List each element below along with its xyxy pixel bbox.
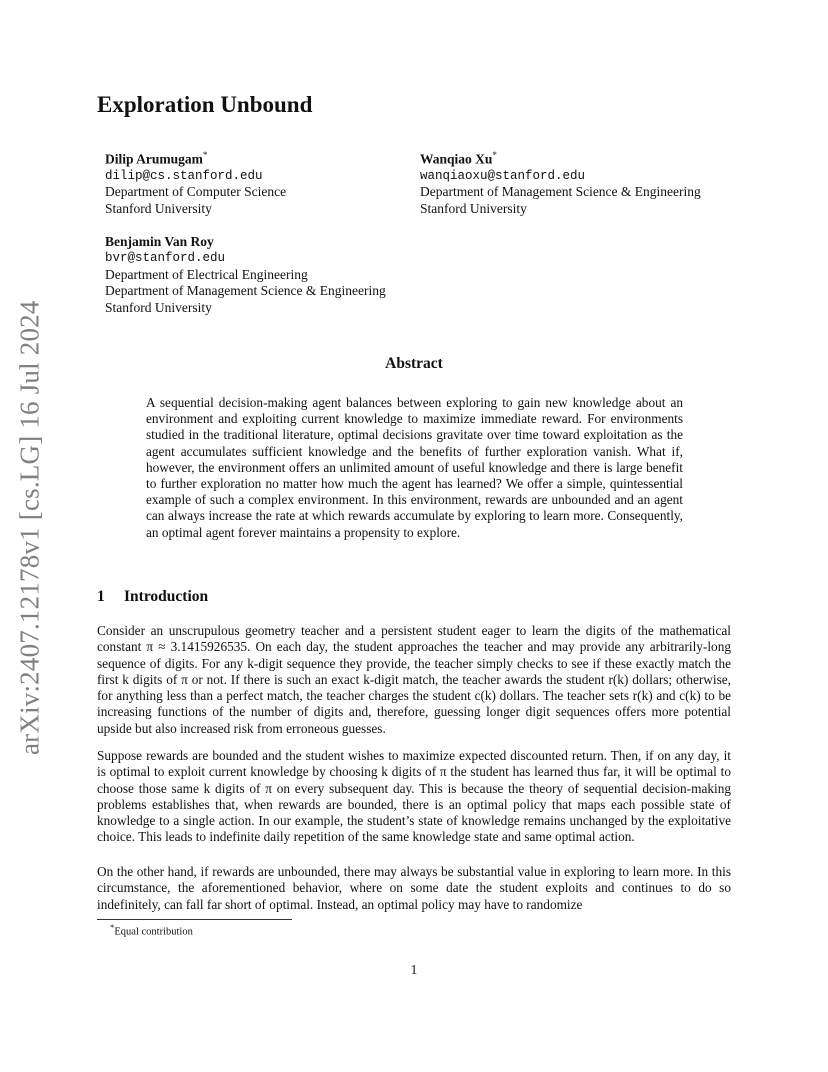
author-block bbox=[105, 234, 386, 316]
section-title: Introduction bbox=[124, 588, 209, 605]
author-affiliation: Department of Management Science & Engineering bbox=[105, 283, 386, 299]
footnote-text: Equal contribution bbox=[114, 926, 193, 938]
author-block bbox=[105, 147, 286, 217]
author-mark: * bbox=[202, 150, 208, 160]
author-affiliation: Department of Computer Science bbox=[105, 184, 287, 200]
author-email: wanqiaoxu@stanford.edu bbox=[420, 168, 586, 183]
author-name-text: Dilip Arumugam bbox=[105, 151, 203, 167]
body-paragraph: Suppose rewards are bounded and the student wishes to maximize expected discounted return. Then, if on any day, it is optimal to exploit current knowledge by choosing k digits of π the student has learned thus far, it will be optimal to choose those same k digits of π on every subsequent day. This is because the theory of sequential decision-making problems establishes that, when rewards are bounded, there is an optimal policy that maps each possible state of knowledge to a single action. In our example, the student’s state of knowledge remains unchanged by the exploitative choice. This leads to indefinite daily repetition of the same knowledge state and same optimal action. bbox=[97, 748, 731, 845]
body-paragraph: On the other hand, if rewards are unbounded, there may always be substantial value in exploring to learn more. In this circumstance, the aforementioned behavior, where on some date the student exploits and continues to do so indefinitely, can fall far short of optimal. Instead, an optimal policy may have to randomize bbox=[97, 864, 731, 912]
section-heading bbox=[97, 588, 208, 606]
footnote-mark: * bbox=[110, 922, 115, 932]
footnote bbox=[110, 922, 193, 938]
abstract-heading: Abstract bbox=[385, 355, 443, 372]
author-name-text: Benjamin Van Roy bbox=[105, 234, 214, 249]
author-name bbox=[105, 147, 286, 168]
author-mark: * bbox=[492, 150, 497, 160]
author-block bbox=[420, 147, 701, 217]
abstract-text: A sequential decision-making agent balances between exploring to gain new knowledge about an environment and exploiting current knowledge to maximize immediate reward. For environments studied in the traditional literature, optimal decisions gravitate over time toward exploitation as the agent accumulates sufficient knowledge and the benefits of further exploration vanish. What if, however, the environment offers an unlimited amount of useful knowledge and there is large benefit to further exploration no matter how much the agent has learned? We offer a simple, quintessential example of such a complex environment. In this environment, rewards are unbounded and an agent can always increase the rate at which rewards accumulate by exploring to learn more. Consequently, an optimal agent forever maintains a propensity to explore. bbox=[146, 395, 683, 540]
author-affiliation: Stanford University bbox=[420, 200, 527, 216]
author-name bbox=[105, 234, 386, 250]
footnote-rule bbox=[97, 919, 292, 920]
paper-title: Exploration Unbound bbox=[97, 92, 313, 117]
author-email: bvr@stanford.edu bbox=[105, 251, 226, 266]
author-name bbox=[420, 147, 701, 168]
author-affiliation: Stanford University bbox=[105, 299, 212, 315]
section-number: 1 bbox=[97, 588, 105, 605]
author-email: dilip@cs.stanford.edu bbox=[105, 168, 263, 183]
arxiv-identifier-stamp: arXiv:2407.12178v1 [cs.LG] 16 Jul 2024 bbox=[14, 300, 45, 755]
body-paragraph: Consider an unscrupulous geometry teacher and a persistent student eager to learn the digits of the mathematical constant π ≈ 3.1415926535. On each day, the student approaches the teacher and may provide any arbitrarily-long sequence of digits. For any k-digit sequence they provide, the teacher simply checks to see if these exactly match the first k digits of π or not. If there is such an exact k-digit match, the teacher awards the student r(k) dollars; otherwise, for anything less than a perfect match, the teacher charges the student c(k) dollars. The teacher sets r(k) and c(k) to be increasing functions of the number of digits and, therefore, guessing longer digit sequences offers more potential upside but also increased risk from erroneous guesses. bbox=[97, 623, 731, 736]
author-name-text: Wanqiao Xu bbox=[420, 151, 493, 167]
author-affiliation: Stanford University bbox=[105, 200, 212, 216]
page-number: 1 bbox=[410, 962, 418, 977]
author-affiliation: Department of Electrical Engineering bbox=[105, 266, 308, 282]
author-affiliation: Department of Management Science & Engineering bbox=[420, 184, 701, 200]
